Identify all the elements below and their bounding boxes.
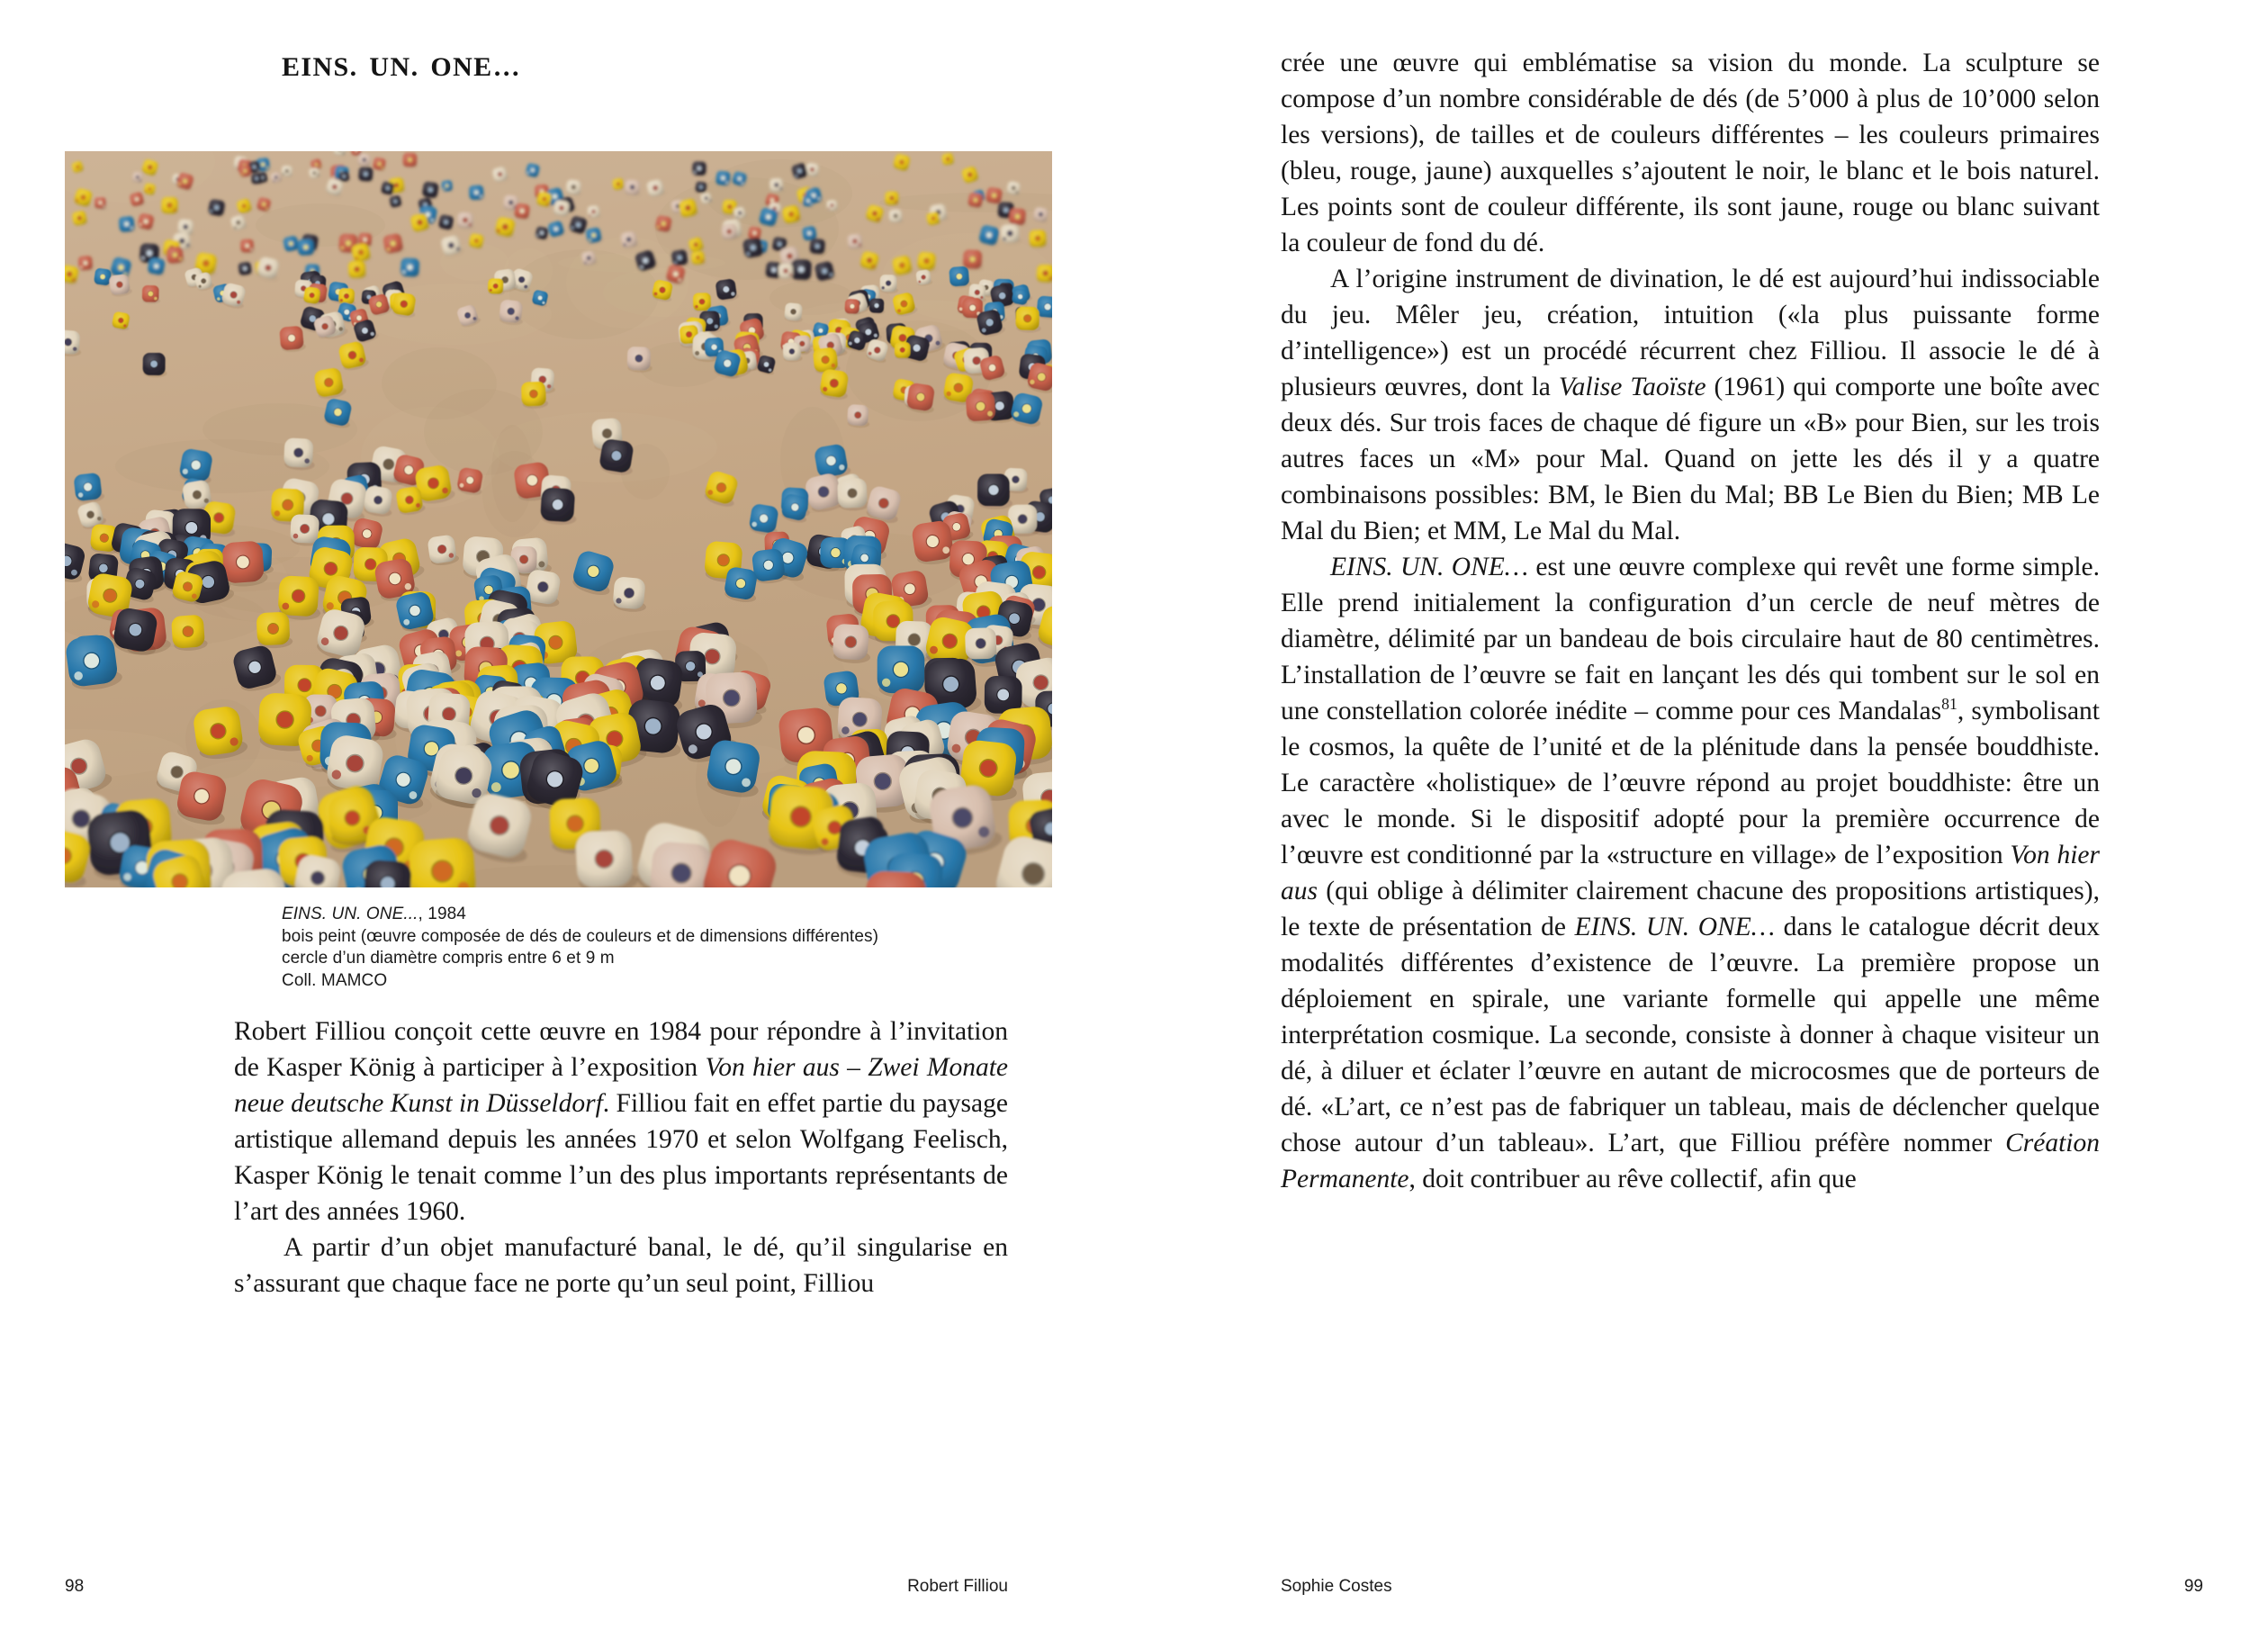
text-segment: A l’origine instrument de divination, le dé est aujourd’hui indissociable du jeu. Mêler jeu, création, intuition («la plus puissante forme d’intelligence») est un procédé récurrent chez Filliou. Il associe le dé à plusieurs œuvres, dont la xyxy=(1281,265,2100,401)
text-segment: , doit contribuer au rêve collectif, afin que xyxy=(1408,1165,1857,1193)
caption-line xyxy=(282,970,1074,993)
text-segment: est une œuvre complexe qui revêt une forme simple. Elle prend initialement la configuration d’un cercle de neuf mètres de diamètre, délimité par un bandeau de bois circulaire haut de 80 centimètres. L’installation de l’œuvre se fait en lançant les dés qui tombent sur le sol en une constellation colorée inédite – comme pour ces Mandalas xyxy=(1281,553,2100,725)
paragraph xyxy=(234,1013,1008,1229)
page-title: EINS. UN. ONE… xyxy=(282,52,521,82)
text-segment: (1961) qui comporte une boîte avec deux dés. Sur trois faces de chaque dé figure un «B» pour Bien, sur les trois autres faces un «M» pour Mal. Quand on jette les dés il y a quatre combinaisons possibles: BM, le Bien du Mal; BB Le Bien du Bien; MB Le Mal du Bien; et MM, Le Mal du Mal. xyxy=(1281,373,2100,545)
text-segment: cercle d’un diamètre compris entre 6 et 9 m xyxy=(282,949,615,968)
artwork-photo xyxy=(65,151,1052,887)
paragraph xyxy=(234,1229,1008,1301)
text-segment: EINS. UN. ONE… xyxy=(1330,553,1529,581)
text-segment: A partir d’un objet manufacturé banal, le dé, qu’il singularise en s’assurant que chaque face ne porte qu’un seul point, Filliou xyxy=(234,1233,1008,1298)
text-segment: bois peint (œuvre composée de dés de couleurs et de dimensions différentes) xyxy=(282,926,879,946)
paragraph xyxy=(1281,45,2100,261)
dice-photo-svg xyxy=(65,151,1052,887)
paragraph xyxy=(1281,549,2100,1197)
caption-line xyxy=(282,904,1074,926)
text-segment: Von hier aus xyxy=(1281,841,2100,905)
text-segment: Robert Filliou conçoit cette œuvre en 1984 pour répondre à l’invitation de Kasper König à participer à l’exposition xyxy=(234,1017,1008,1082)
page-number-right: 99 xyxy=(2183,1577,2203,1596)
text-segment: Valise Taoïste xyxy=(1558,373,1706,401)
caption-line xyxy=(282,926,1074,949)
footnote-ref: 81 xyxy=(1941,695,1958,714)
running-title-left: Robert Filliou xyxy=(907,1577,1008,1596)
text-segment: crée une œuvre qui emblématise sa vision du monde. La sculpture se compose d’un nombre considérable de dés (de 5’000 à plus de 10’000 selon les versions), de tailles et de couleurs différentes – les couleurs primaires (bleu, rouge, jaune) auxquelles s’ajoutent le noir, le blanc et le bois naturel. Les points sont de couleur différente, ils sont jaune, rouge ou blanc suivant la couleur de fond du dé. xyxy=(1281,49,2100,257)
text-segment: EINS. UN. ONE... xyxy=(282,905,418,923)
text-segment: (qui oblige à délimiter clairement chacune des propositions artistiques), le texte de présentation de xyxy=(1281,877,2100,941)
text-segment: , 1984 xyxy=(418,905,466,923)
page-number-left: 98 xyxy=(65,1577,85,1596)
body-text-left xyxy=(234,1013,1008,1301)
text-segment: Création Permanente xyxy=(1281,1129,2100,1193)
text-segment: . Filliou fait en effet partie du paysage artistique allemand depuis les années 1970 et selon Wolfgang Feelisch, Kasper König le tenait comme l’un des plus importants représentants de l’art des années 1960. xyxy=(234,1089,1008,1226)
text-segment: Coll. MAMCO xyxy=(282,970,388,990)
paragraph xyxy=(1281,261,2100,549)
body-text-right xyxy=(1281,45,2100,1197)
text-segment: , symbolisant le cosmos, la quête de l’unité et de la plénitude dans la pensée bouddhiste. Le caractère «holistique» de l’œuvre répond au projet bouddhiste: être un avec le monde. Si le dispositif adopté pour la première occurrence de l’œuvre est conditionné par la «structure en village» de l’exposition xyxy=(1281,697,2101,869)
text-segment: dans le catalogue décrit deux modalités différentes d’existence de l’œuvre. La première propose un déploiement en spirale, une variante formelle qui appelle une même interprétation cosmique. La seconde, consiste à donner à chaque visiteur un dé, à diluer et éclater l’œuvre en autant de microcosmes que de porteurs de dé. «L’art, ce n’est pas de fabriquer un tableau, mais de déclencher quelque chose autour d’un tableau». L’art, que Filliou préfère nommer xyxy=(1281,913,2100,1157)
running-title-right: Sophie Costes xyxy=(1281,1577,1392,1596)
text-segment: Von hier aus – Zwei Monate neue deutsche Kunst in Düsseldorf xyxy=(234,1053,1008,1118)
text-segment: EINS. UN. ONE… xyxy=(1574,913,1776,941)
photo-caption xyxy=(282,904,1074,992)
caption-line xyxy=(282,948,1074,970)
